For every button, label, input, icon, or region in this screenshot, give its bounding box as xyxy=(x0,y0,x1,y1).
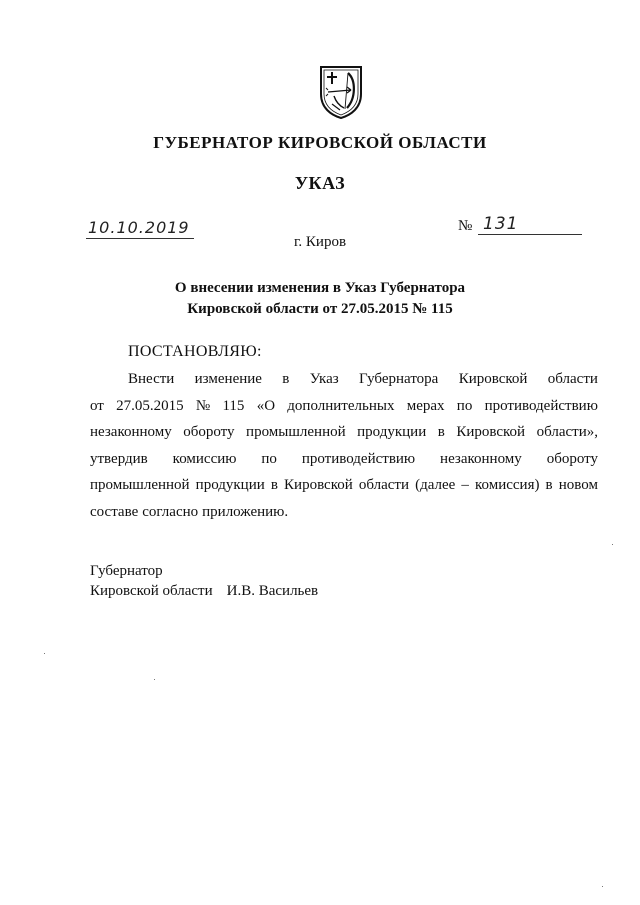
body-word: продукции xyxy=(357,424,427,440)
document-type: УКАЗ xyxy=(294,173,346,193)
body-word: противодействию xyxy=(484,397,598,414)
body-line xyxy=(90,499,598,526)
body-paragraph xyxy=(90,366,598,525)
signer-title-line: Губернатор xyxy=(90,563,163,579)
body-line xyxy=(90,446,598,473)
body-word: – xyxy=(461,477,469,493)
signer-title-line: Кировской области xyxy=(90,583,213,599)
body-word: противодействию xyxy=(301,450,416,467)
body-word: Губернатора xyxy=(359,371,439,387)
body-word: Кировской xyxy=(284,477,353,493)
document-title-line: Кировской области от 27.05.2015 № 115 xyxy=(187,301,453,317)
coat-of-arms-icon xyxy=(318,64,364,120)
body-word: мерах xyxy=(406,397,445,414)
body-word: области xyxy=(358,477,410,493)
body-word: Кировской xyxy=(458,371,528,387)
body-word: новом xyxy=(558,477,598,493)
body-line xyxy=(90,419,598,446)
body-word: обороту xyxy=(546,450,598,467)
signature-block xyxy=(90,561,318,601)
document-title xyxy=(0,278,640,320)
body-word: в xyxy=(282,371,290,387)
scan-speck xyxy=(44,653,45,654)
body-word: 27.05.2015 xyxy=(116,397,184,414)
body-word: (далее xyxy=(415,477,456,493)
city: г. Киров xyxy=(293,234,347,250)
body-word: незаконному xyxy=(440,450,522,467)
document-number: 131 xyxy=(483,214,519,234)
body-word: области xyxy=(547,371,598,387)
body-word: промышленной xyxy=(90,477,190,493)
body-word: от xyxy=(90,397,104,414)
body-word: в xyxy=(270,477,278,493)
body-line xyxy=(90,366,598,393)
body-word: в xyxy=(437,424,445,440)
body-word: Внести xyxy=(128,371,175,387)
body-word: промышленной xyxy=(246,424,346,440)
body-word: области», xyxy=(536,424,598,440)
document-date: 10.10.2019 xyxy=(86,218,194,239)
body-word: обороту xyxy=(183,424,235,440)
body-word: изменение xyxy=(194,371,262,387)
body-word: составе xyxy=(90,503,139,520)
body-word: в xyxy=(545,477,553,493)
body-word: Кировской xyxy=(456,424,526,440)
body-line xyxy=(90,393,598,420)
scan-speck xyxy=(602,886,603,887)
body-word: приложению. xyxy=(202,503,289,520)
document-title-line: О внесении изменения в Указ Губернатора xyxy=(174,280,466,296)
body-word: № xyxy=(195,397,211,414)
body-word: согласно xyxy=(142,503,199,520)
decree-word: ПОСТАНОВЛЯЮ: xyxy=(128,343,262,360)
body-word: утвердив xyxy=(90,450,148,467)
issuing-authority: ГУБЕРНАТОР КИРОВСКОЙ ОБЛАСТИ xyxy=(153,133,487,152)
body-word: незаконному xyxy=(90,424,172,440)
body-word: 115 xyxy=(222,397,245,414)
scan-speck xyxy=(154,679,155,680)
body-word: по xyxy=(261,450,277,467)
body-word: продукции xyxy=(195,477,265,493)
body-word: комиссия) xyxy=(474,477,540,493)
body-line xyxy=(90,472,598,499)
number-label: № xyxy=(458,218,473,234)
body-word: Указ xyxy=(309,371,339,387)
signer-name: И.В. Васильев xyxy=(226,583,319,599)
scan-speck xyxy=(612,544,613,545)
body-word: «О xyxy=(256,397,276,414)
body-word: комиссию xyxy=(172,450,237,467)
body-word: по xyxy=(456,397,473,414)
body-word: дополнительных xyxy=(287,397,395,414)
